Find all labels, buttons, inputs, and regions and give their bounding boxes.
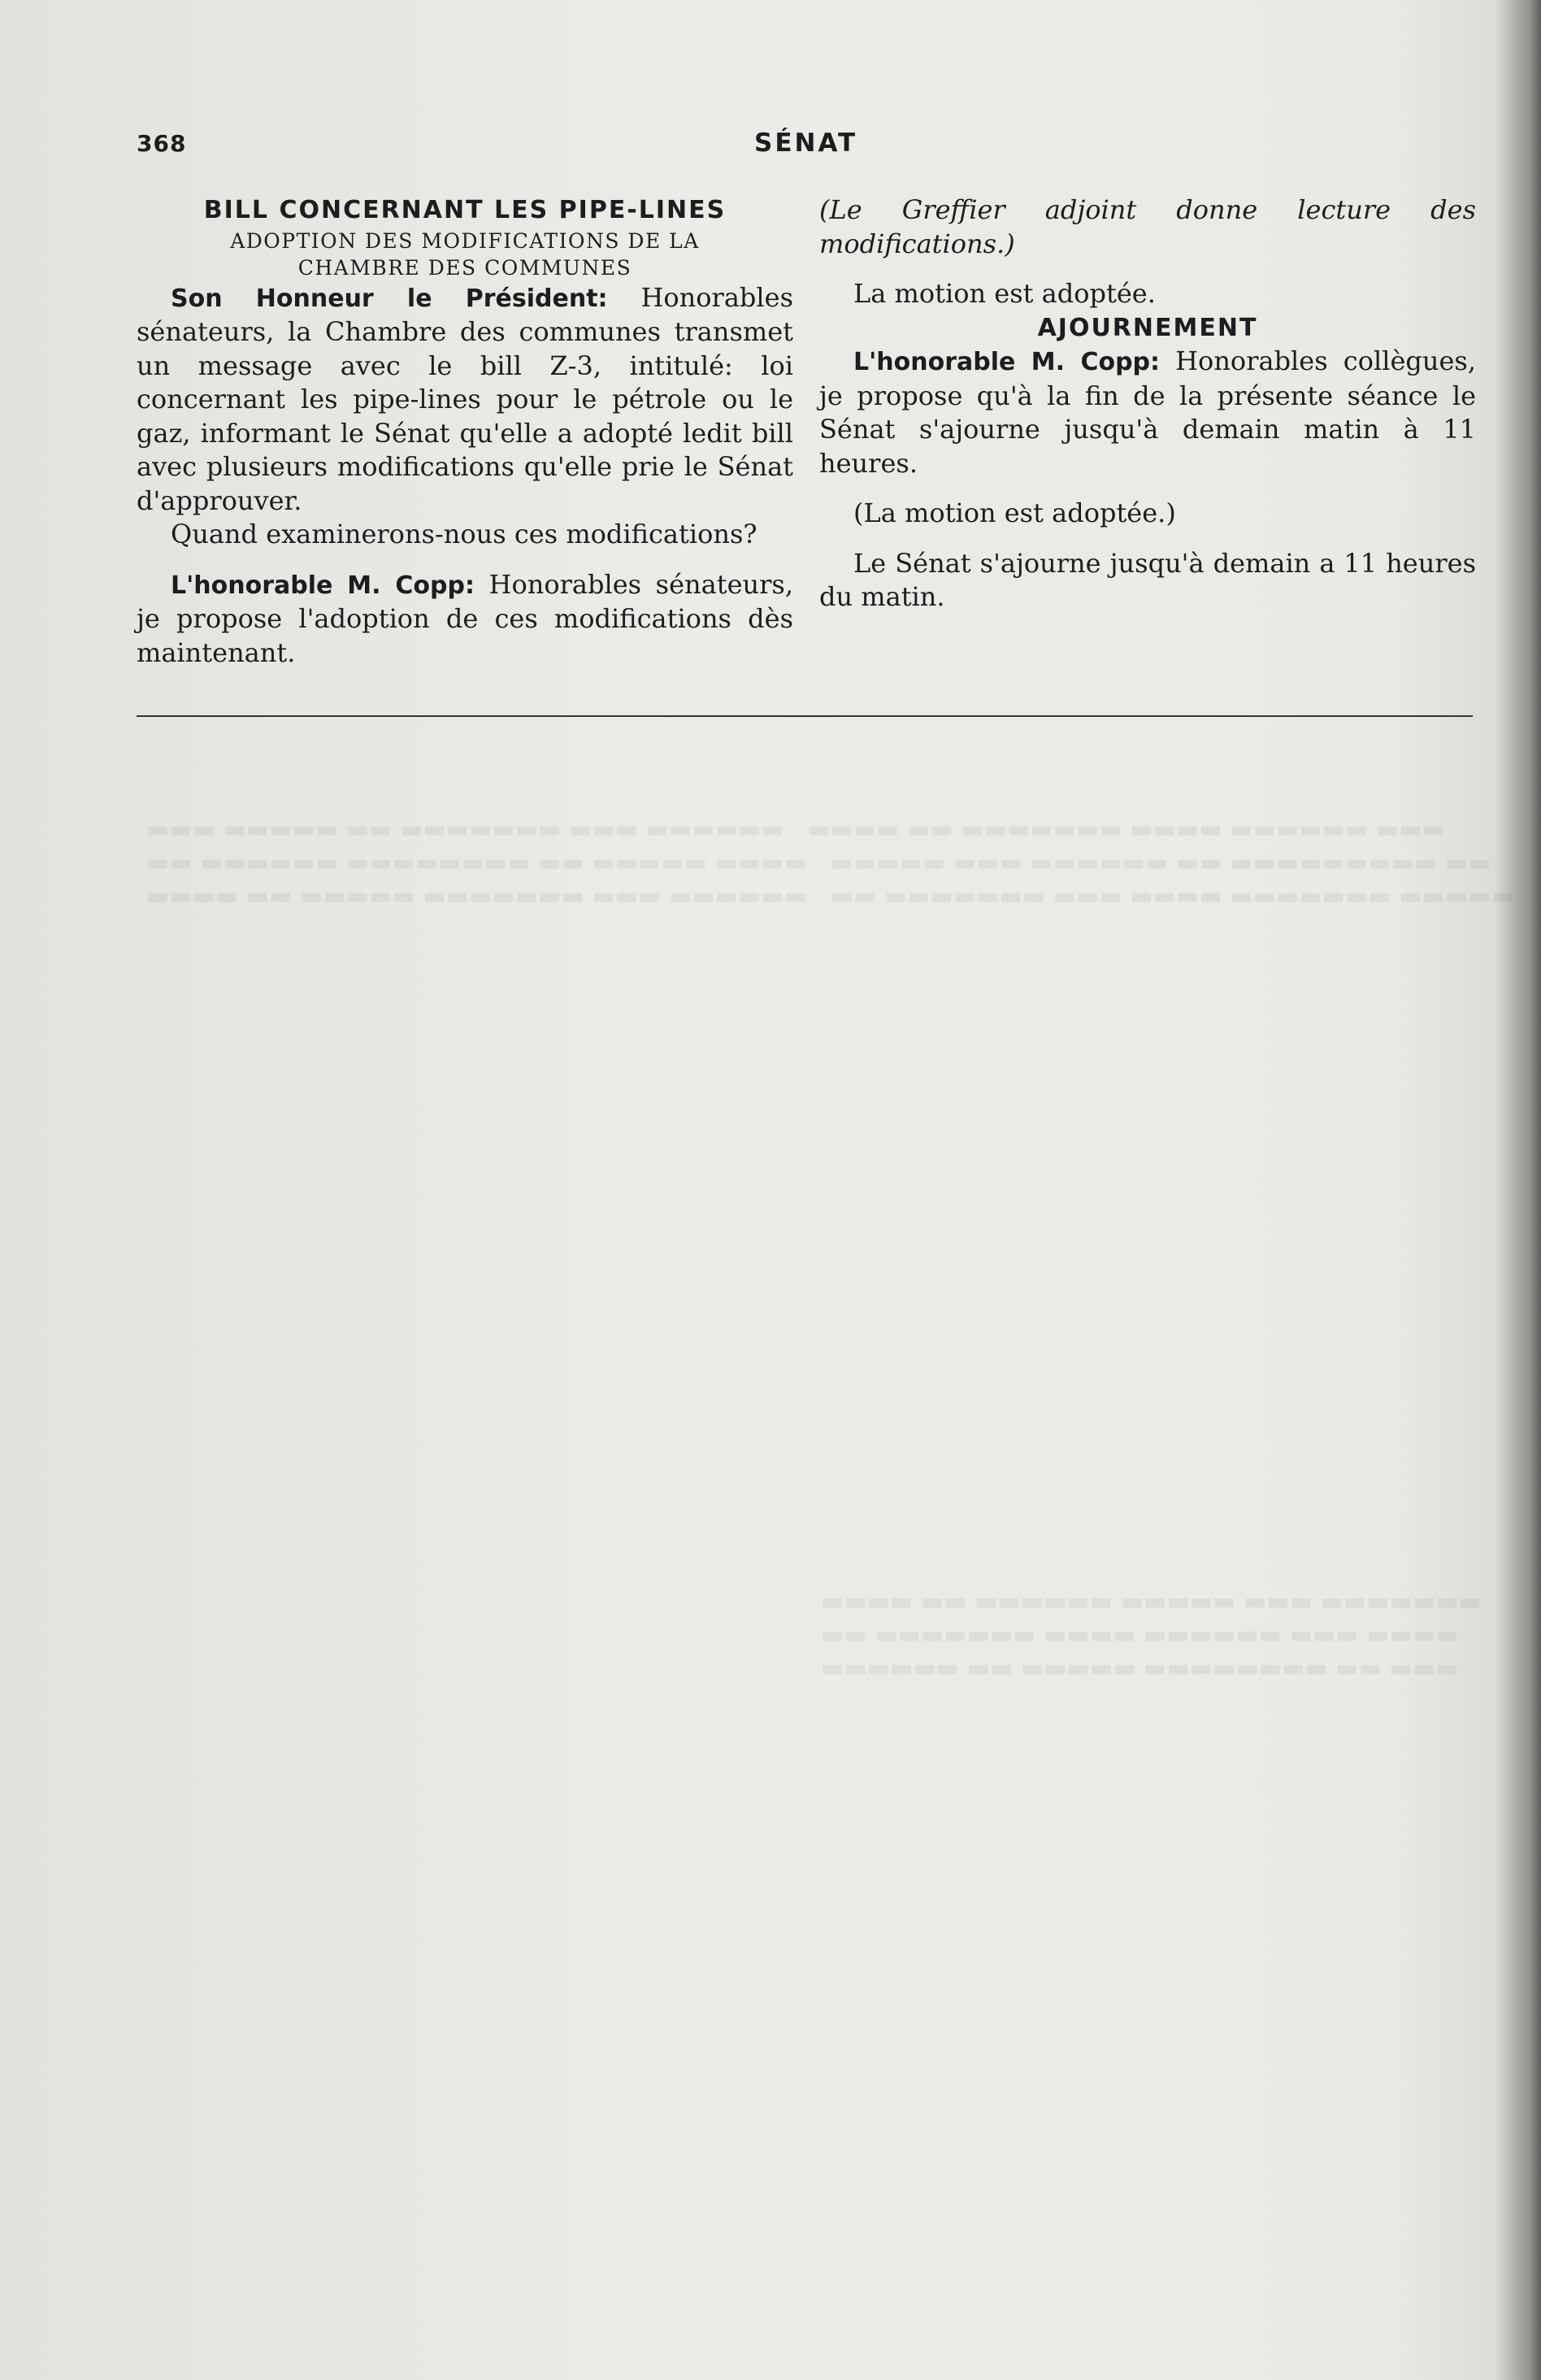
paragraph-text: Honorables sénateurs, la Chambre des communes transmet un message avec le bill Z-3, intitulé: loi concernant les pipe-lines pour le pétrole ou le gaz, informant le Sénat qu'elle a adopté ledit bill avec plusieurs modifications qu'elle prie le Sénat d'approuver. [137, 281, 793, 516]
section-title: BILL CONCERNANT LES PIPE-LINES [203, 196, 727, 224]
paragraph-motion-adopted-2: (La motion est adoptée.) [853, 497, 1176, 528]
horizontal-rule [137, 715, 1473, 717]
subtitle-line-2: CHAMBRE DES COMMUNES [297, 255, 632, 280]
left-column [137, 193, 793, 670]
bleed-through-text: ▬▬▬ ▬▬▬▬▬ ▬▬ ▬▬▬▬▬▬▬ ▬▬▬ ▬▬▬▬▬▬ ▬▬▬▬ ▬▬ ▬▬▬▬▬▬▬ ▬▬▬▬ ▬▬▬▬▬▬ ▬▬▬ ▬▬ ▬▬▬▬▬▬ ▬▬▬▬▬▬▬▬ ▬▬ ▬▬▬▬▬ ▬▬▬▬ ▬▬▬▬▬ ▬▬▬ ▬▬▬▬▬▬ ▬▬ ▬▬▬▬▬▬▬▬▬ ▬▬ ▬▬▬▬ ▬▬ ▬▬▬▬▬ ▬▬▬▬▬▬▬ ▬▬▬ ▬▬▬▬▬▬ ▬▬ ▬▬▬▬▬▬▬ ▬▬▬ ▬▬▬▬ ▬▬▬▬▬▬▬ ▬▬▬▬▬ [146, 815, 1514, 910]
paragraph-greffier: (Le Greffier adjoint donne lecture des modifications.) [819, 194, 1476, 259]
subtitle-line-1: ADOPTION DES MODIFICATIONS DE LA [230, 228, 700, 253]
paragraph-motion-adopted: La motion est adoptée. [853, 278, 1156, 309]
paragraph-adjourned: Le Sénat s'ajourne jusqu'à demain a 11 heures du matin. [819, 547, 1476, 612]
page-number: 368 [137, 130, 187, 157]
speaker-name: L'honorable M. Copp: [853, 348, 1161, 376]
section-subtitle [137, 228, 793, 281]
paragraph-question: Quand examinerons-nous ces modifications? [171, 519, 757, 549]
running-title: SÉNAT [754, 128, 858, 158]
paragraph-copp [137, 568, 793, 671]
paragraph-text: Honorables collègues, je propose qu'à la fin de la présente séance le Sénat s'ajourne jusqu'à demain matin à 11 heures. [819, 345, 1476, 479]
paragraph-text: Honorables sénateurs, je propose l'adoption de ces modifications dès maintenant. [137, 568, 793, 668]
speaker-name: Son Honneur le Président: [171, 284, 608, 313]
paragraph-copp-adjourn [819, 345, 1476, 480]
section-heading-ajournement: AJOURNEMENT [1037, 313, 1258, 342]
speaker-name: L'honorable M. Copp: [171, 571, 475, 600]
page-header [137, 130, 1469, 167]
bleed-through-text: ▬▬▬▬ ▬▬ ▬▬▬▬▬▬ ▬▬▬▬▬ ▬▬▬ ▬▬▬▬▬▬▬ ▬▬ ▬▬▬▬▬▬▬ ▬▬▬▬ ▬▬▬▬▬▬ ▬▬▬ ▬▬▬▬ ▬▬▬▬▬▬ ▬▬ ▬▬▬▬▬ ▬▬▬▬▬▬▬▬ ▬▬ ▬▬▬ [821, 1587, 1482, 1683]
right-column [819, 193, 1476, 615]
paragraph-president [137, 281, 793, 519]
